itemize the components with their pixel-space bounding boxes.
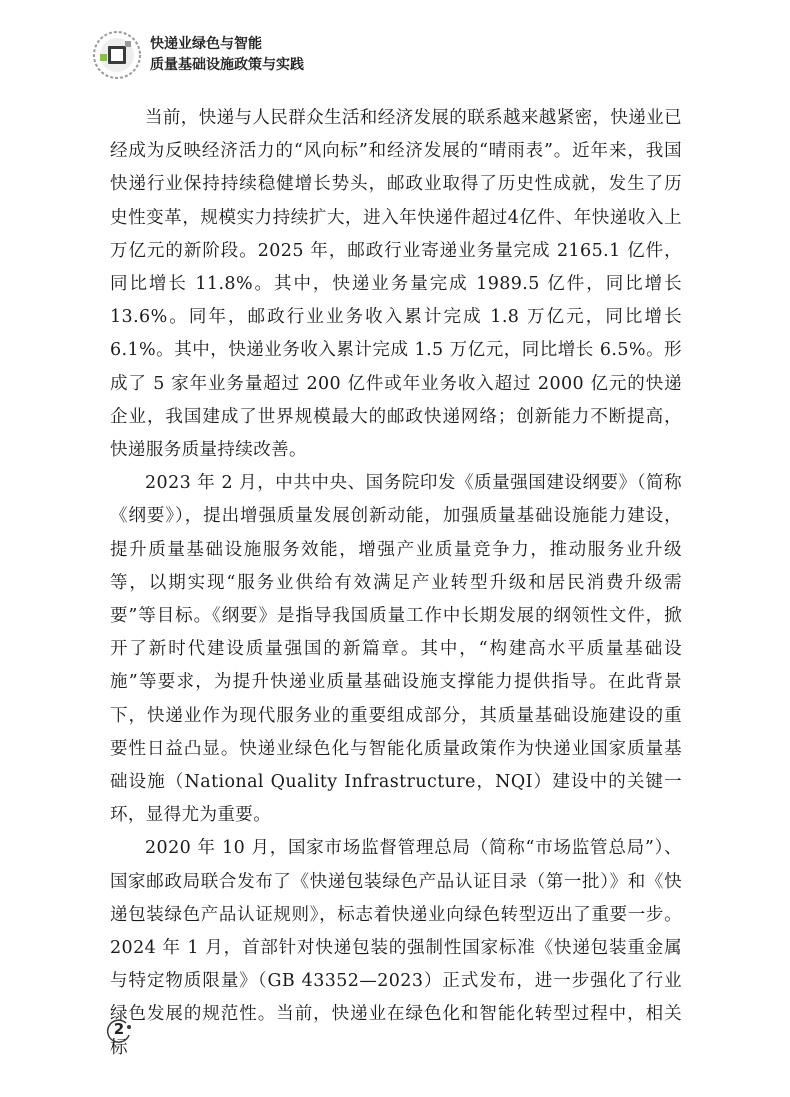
book-series-title [150, 34, 304, 76]
page-footer [104, 1017, 134, 1047]
book-logo-icon [92, 30, 142, 80]
running-header [92, 28, 392, 84]
page-number: 2 [113, 1020, 125, 1038]
body-text [110, 102, 682, 1065]
paragraph: 2020 年 10 月，国家市场监督管理总局（简称“市场监管总局”）、国家邮政局联合发布了《快递包装绿色产品认证目录（第一批）》和《快递包装绿色产品认证规则》，标志着快递业向绿色转型迈出了重要一步。2024 年 1 月，首部针对快递包装的强制性国家标准《快递包装重金属与特定物质限量》（GB 43352—2023）正式发布，进一步强化了行业绿色发展的规范性。当前，快递业在绿色化和智能化转型过程中，相关标 [110, 838, 682, 1058]
series-title-line-1: 快递业绿色与智能 [150, 36, 262, 52]
paragraph: 2023 年 2 月，中共中央、国务院印发《质量强国建设纲要》（简称《纲要》），提出增强质量发展创新动能，加强质量基础设施能力建设，提升质量基础设施服务效能，增强产业质量竞争力，推动服务业升级等，以期实现“服务业供给有效满足产业转型升级和居民消费升级需要”等目标。《纲要》是指导我国质量工作中长期发展的纲领性文件，掀开了新时代建设质量强国的新篇章。其中，“构建高水平质量基础设施”等要求，为提升快递业质量基础设施支撑能力提供指导。在此背景下，快递业作为现代服务业的重要组成部分，其质量基础设施建设的重要性日益凸显。快递业绿色化与智能化质量政策作为快递业国家质量基础设施（National Quality Infrastructure，NQI）建设中的关键一环，显得尤为重要。 [110, 473, 682, 826]
paragraph: 当前，快递与人民群众生活和经济发展的联系越来越紧密，快递业已经成为反映经济活力的“风向标”和经济发展的“晴雨表”。近年来，我国快递行业保持持续稳健增长势头，邮政业取得了历史性成就，发生了历史性变革，规模实力持续扩大，进入年快递件超过4亿件、年快递收入上万亿元的新阶段。2025 年，邮政行业寄递业务量完成 2165.1 亿件，同比增长 11.8%。其中，快递业务量完成 1989.5 亿件，同比增长 13.6%。同年，邮政行业业务收入累计完成 1.8 万亿元，同比增长 6.1%。其中，快递业务收入累计完成 1.5 万亿元，同比增长 6.5%。形成了 5 家年业务量超过 200 亿件或年业务收入超过 2000 亿元的快递企业，我国建成了世界规模最大的邮政快递网络；创新能力不断提高，快递服务质量持续改善。 [110, 108, 682, 461]
series-title-line-2: 质量基础设施政策与实践 [150, 57, 304, 73]
